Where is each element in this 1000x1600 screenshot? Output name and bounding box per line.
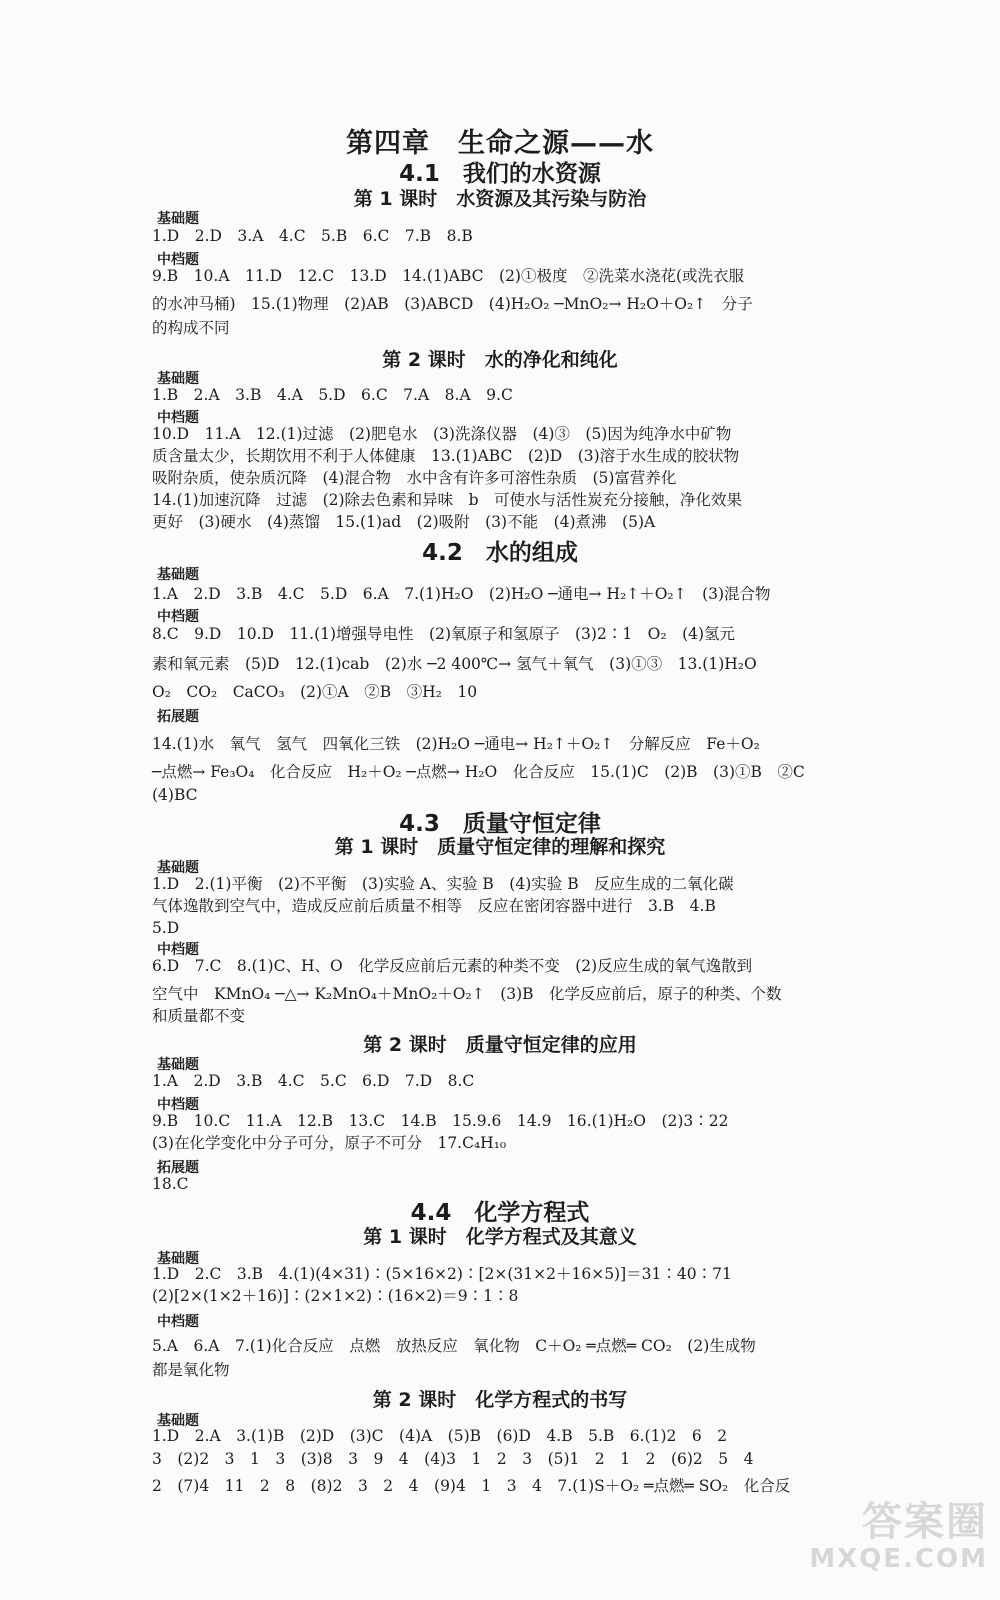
answer-line: 更好 (3)硬水 (4)蒸馏 15.(1)ad (2)吸附 (3)不能 (4)煮沸 (5)A xyxy=(152,513,656,531)
answer-line: 1.B 2.A 3.B 4.A 5.D 6.C 7.A 8.A 9.C xyxy=(152,386,513,404)
lesson-title-4-4-2: 第 2 课时 化学方程式的书写 xyxy=(372,1389,628,1411)
answer-line: (4)BC xyxy=(152,786,198,804)
mid-label: 中档题 xyxy=(157,942,199,958)
answer-line: 1.D 2.D 3.A 4.C 5.B 6.C 7.B 8.B xyxy=(152,227,473,245)
answer-line: 的构成不同 xyxy=(152,319,230,337)
answer-line: 5.A 6.A 7.(1)化合反应 点燃 放热反应 氧化物 C＋O₂ ═点燃═ CO₂ (2)生成物 xyxy=(152,1337,756,1355)
mid-label: 中档题 xyxy=(157,410,199,426)
answer-line: 9.B 10.A 11.D 12.C 13.D 14.(1)ABC (2)①极度 ②洗菜水浇花(或洗衣服 xyxy=(152,267,745,285)
answer-line: 3 (2)2 3 1 3 (3)8 3 9 4 (4)3 1 2 3 (5)1 2 1 2 (6)2 5 4 xyxy=(152,1450,754,1468)
lesson-title-4-1-1: 第 1 课时 水资源及其污染与防治 xyxy=(353,188,647,210)
answer-line: 14.(1)加速沉降 过滤 (2)除去色素和异味 b 可使水与活性炭充分接触，净化效果 xyxy=(152,491,742,509)
extension-label: 拓展题 xyxy=(157,1160,199,1176)
watermark-en: MXQE.COM xyxy=(809,1544,988,1574)
lesson-title-4-3-1: 第 1 课时 质量守恒定律的理解和探究 xyxy=(334,836,666,858)
basic-label: 基础题 xyxy=(157,860,199,876)
answer-line: 1.A 2.D 3.B 4.C 5.C 6.D 7.D 8.C xyxy=(152,1072,475,1090)
basic-label: 基础题 xyxy=(157,371,199,387)
section-title-4-3: 4.3 质量守恒定律 xyxy=(399,811,601,837)
basic-label: 基础题 xyxy=(157,211,199,227)
lesson-title-4-1-2: 第 2 课时 水的净化和纯化 xyxy=(382,349,618,371)
answer-line: 1.D 2.(1)平衡 (2)不平衡 (3)实验 A、实验 B (4)实验 B 反应生成的二氧化碳 xyxy=(152,875,734,893)
basic-label: 基础题 xyxy=(157,1057,199,1073)
answer-line: ─点燃→ Fe₃O₄ 化合反应 H₂＋O₂ ─点燃→ H₂O 化合反应 15.(1)C (2)B (3)①B ②C xyxy=(152,763,805,781)
answer-line: (3)在化学变化中分子可分，原子不可分 17.C₄H₁₀ xyxy=(152,1134,507,1152)
answer-line: 2 (7)4 11 2 8 (8)2 3 2 4 (9)4 1 3 4 7.(1)S＋O₂ ═点燃═ SO₂ 化合反 xyxy=(152,1477,791,1495)
basic-label: 基础题 xyxy=(157,567,199,583)
answer-line: 1.D 2.C 3.B 4.(1)(4×31)∶(5×16×2)∶[2×(31×2＋16×5)]＝31∶40∶71 xyxy=(152,1265,732,1283)
lesson-title-4-4-1: 第 1 课时 化学方程式及其意义 xyxy=(363,1226,637,1248)
chapter-title: 第四章 生命之源——水 xyxy=(346,128,654,159)
answer-line: 的水冲马桶) 15.(1)物理 (2)AB (3)ABCD (4)H₂O₂ ─MnO₂→ H₂O＋O₂↑ 分子 xyxy=(152,295,753,313)
answer-line: 18.C xyxy=(152,1175,189,1193)
answer-line: 都是氧化物 xyxy=(152,1361,230,1379)
mid-label: 中档题 xyxy=(157,609,199,625)
mid-label: 中档题 xyxy=(157,1097,199,1113)
answer-line: 5.D xyxy=(152,919,180,937)
answer-line: 1.A 2.D 3.B 4.C 5.D 6.A 7.(1)H₂O (2)H₂O ─通电→ H₂↑＋O₂↑ (3)混合物 xyxy=(152,585,771,603)
basic-label: 基础题 xyxy=(157,1251,199,1267)
answer-line: O₂ CO₂ CaCO₃ (2)①A ②B ③H₂ 10 xyxy=(152,683,478,701)
answer-line: 10.D 11.A 12.(1)过滤 (2)肥皂水 (3)洗涤仪器 (4)③ (5)因为纯净水中矿物 xyxy=(152,425,732,443)
section-title-4-4: 4.4 化学方程式 xyxy=(410,1200,590,1226)
answer-line: 空气中 KMnO₄ ─△→ K₂MnO₄＋MnO₂＋O₂↑ (3)B 化学反应前后，原子的种类、个数 xyxy=(152,985,782,1003)
section-title-4-1: 4.1 我们的水资源 xyxy=(399,161,601,187)
answer-line: 8.C 9.D 10.D 11.(1)增强导电性 (2)氧原子和氢原子 (3)2∶1 O₂ (4)氢元 xyxy=(152,625,736,643)
answer-line: (2)[2×(1×2＋16)]∶(2×1×2)∶(16×2)＝9∶1∶8 xyxy=(152,1287,519,1305)
answer-line: 14.(1)水 氧气 氢气 四氧化三铁 (2)H₂O ─通电→ H₂↑＋O₂↑ 分解反应 Fe＋O₂ xyxy=(152,735,760,753)
mid-label: 中档题 xyxy=(157,252,199,268)
answer-line: 9.B 10.C 11.A 12.B 13.C 14.B 15.9.6 14.9 16.(1)H₂O (2)3∶22 xyxy=(152,1112,729,1130)
section-title-4-2: 4.2 水的组成 xyxy=(422,540,578,566)
answer-line: 6.D 7.C 8.(1)C、H、O 化学反应前后元素的种类不变 (2)反应生成的氧气逸散到 xyxy=(152,957,753,975)
extension-label: 拓展题 xyxy=(157,709,199,725)
watermark-cn: 答案圈 xyxy=(862,1499,988,1545)
basic-label: 基础题 xyxy=(157,1413,199,1429)
answer-line: 吸附杂质，使杂质沉降 (4)混合物 水中含有许多可溶性杂质 (5)富营养化 xyxy=(152,469,677,487)
answer-line: 气体逸散到空气中，造成反应前后质量不相等 反应在密闭容器中进行 3.B 4.B xyxy=(152,897,716,915)
mid-label: 中档题 xyxy=(157,1314,199,1330)
site-watermark xyxy=(809,1499,988,1574)
answer-line: 素和氧元素 (5)D 12.(1)cab (2)水 ─2 400℃→ 氢气＋氧气 (3)①③ 13.(1)H₂O xyxy=(152,655,757,673)
lesson-title-4-3-2: 第 2 课时 质量守恒定律的应用 xyxy=(363,1034,637,1056)
answer-line: 质含量太少，长期饮用不利于人体健康 13.(1)ABC (2)D (3)溶于水生成的胶状物 xyxy=(152,447,740,465)
answer-line: 1.D 2.A 3.(1)B (2)D (3)C (4)A (5)B (6)D 4.B 5.B 6.(1)2 6 2 xyxy=(152,1427,728,1445)
answer-line: 和质量都不变 xyxy=(152,1007,246,1025)
